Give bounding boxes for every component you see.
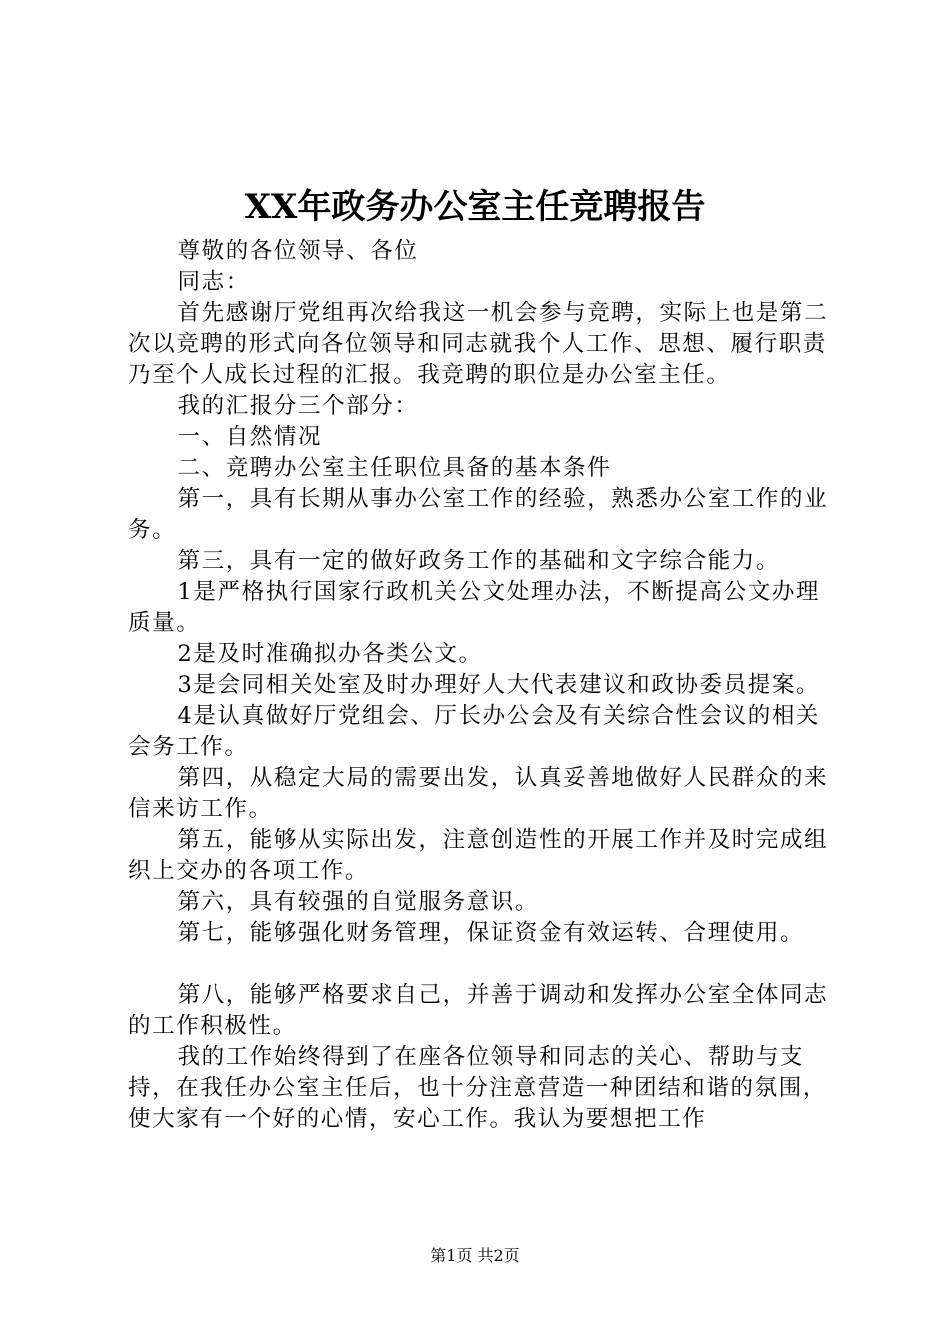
- page-total: 共2页: [477, 1246, 520, 1265]
- condition-paragraph-8: 第八，能够严格要求自己，并善于调动和发挥办公室全体同志的工作积极性。: [128, 982, 829, 1039]
- condition-paragraph-5: 第五，能够从实际出发，注意创造性的开展工作并及时完成组织上交办的各项工作。: [128, 827, 829, 884]
- condition-paragraph-7: 第七，能够强化财务管理，保证资金有效运转、合理使用。: [177, 920, 805, 946]
- page-footer: [0, 1244, 950, 1268]
- document-title: XX年政务办公室主任竞聘报告: [244, 187, 706, 227]
- numbered-item-3: 3是会同相关处室及时办理好人大代表建议和政协委员提案。: [177, 672, 821, 698]
- intro-paragraph: 首先感谢厅党组再次给我这一机会参与竞聘，实际上也是第二次以竞聘的形式向各位领导和同志就我个人工作、思想、履行职责乃至个人成长过程的汇报。我竞聘的职位是办公室主任。: [128, 300, 829, 388]
- condition-paragraph-3: 第三，具有一定的做好政务工作的基础和文字综合能力。: [177, 548, 781, 574]
- condition-paragraph-6: 第六，具有较强的自觉服务意识。: [177, 889, 540, 915]
- report-outline-intro: 我的汇报分三个部分：: [177, 393, 419, 419]
- section-heading-2: 二、竞聘办公室主任职位具备的基本条件: [177, 455, 612, 481]
- closing-paragraph: 我的工作始终得到了在座各位领导和同志的关心、帮助与支持，在我任办公室主任后，也十分注意营造一种团结和谐的氛围，使大家有一个好的心情，安心工作。我认为要想把工作: [128, 1044, 827, 1132]
- condition-paragraph-4: 第四，从稳定大局的需要出发，认真妥善地做好人民群众的来信来访工作。: [128, 765, 829, 822]
- salutation-line-2: 同志：: [177, 269, 250, 295]
- condition-paragraph-1: 第一，具有长期从事办公室工作的经验，熟悉办公室工作的业务。: [128, 486, 829, 543]
- numbered-item-2: 2是及时准确拟办各类公文。: [177, 641, 483, 667]
- numbered-item-1: 1是严格执行国家行政机关公文处理办法，不断提高公文办理质量。: [128, 579, 821, 636]
- page-number: 第1页: [430, 1246, 473, 1265]
- salutation-line-1: 尊敬的各位领导、各位: [177, 238, 419, 264]
- numbered-item-4: 4是认真做好厅党组会、厅长办公会及有关综合性会议的相关会务工作。: [128, 703, 821, 760]
- section-heading-1: 一、自然情况: [177, 424, 323, 450]
- document-body: [128, 236, 838, 1135]
